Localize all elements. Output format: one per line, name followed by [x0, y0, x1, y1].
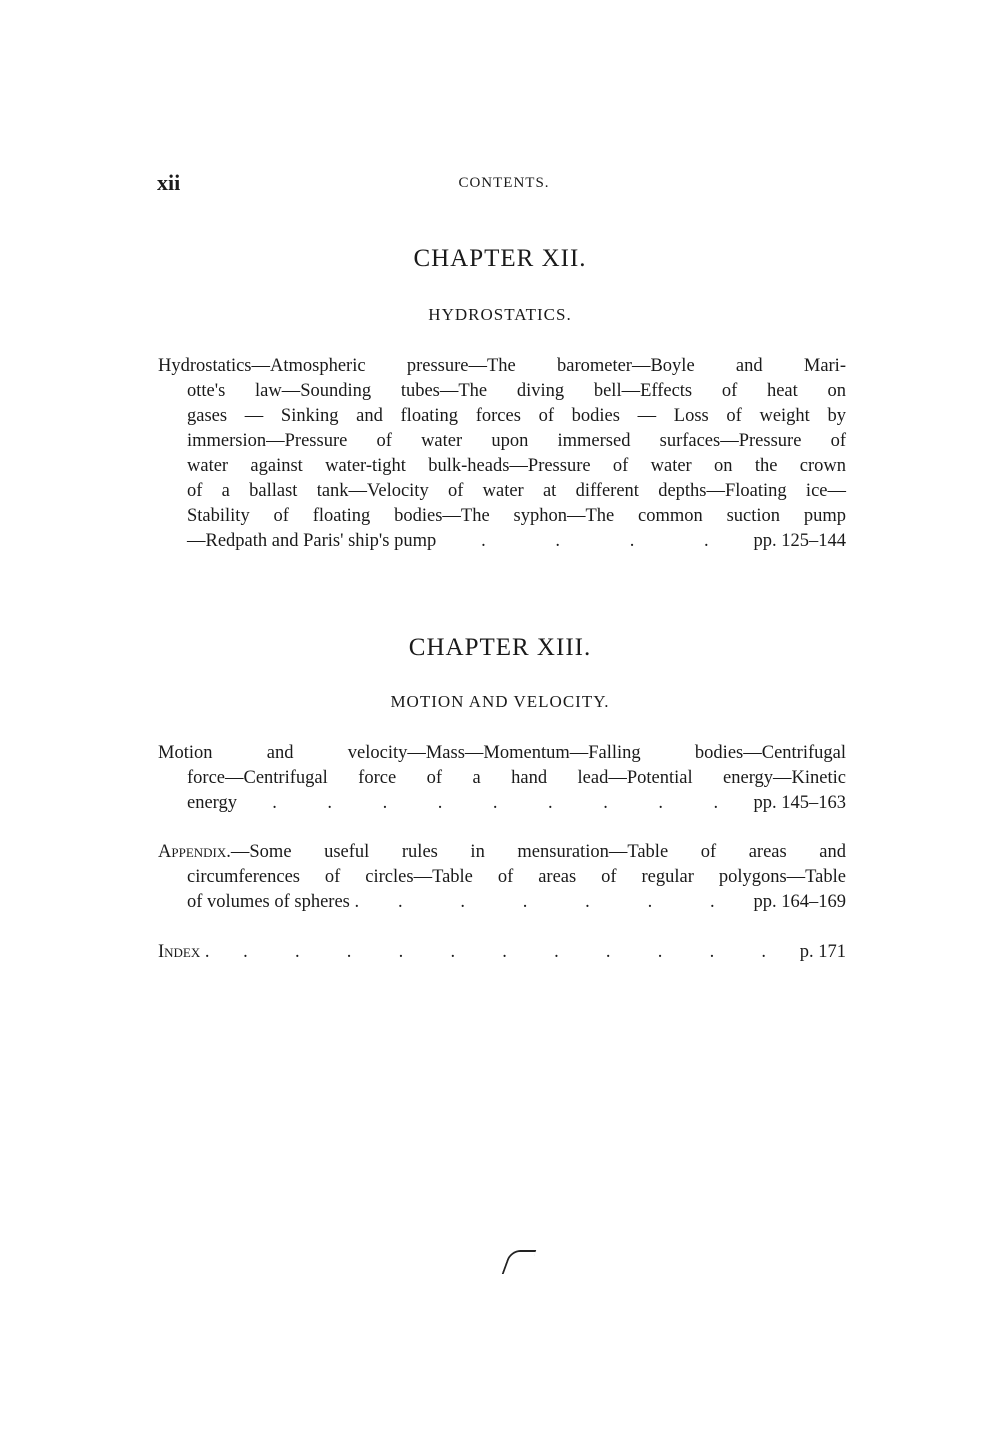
chapter-12-entry — [158, 354, 846, 554]
entry-line — [158, 840, 846, 865]
leader-dots: . . . . . . . . . . . — [243, 942, 767, 962]
leader-dots: . . . . — [481, 531, 709, 551]
entry-text: energy — [187, 793, 237, 813]
entry-line: force—Centrifugal force of a hand lead—Potential energy—Kinetic — [187, 768, 846, 788]
leader-dots: . . . . . . . . . — [272, 793, 719, 813]
entry-last-line — [187, 890, 846, 915]
entry-text: —Redpath and Paris' ship's pump — [187, 531, 437, 551]
appendix-label: Appendix. — [158, 842, 231, 862]
chapter-13-entry — [158, 741, 846, 816]
appendix-text: —Some useful rules in mensuration—Table of areas and — [230, 842, 846, 862]
printer-mark — [502, 1250, 537, 1274]
chapter-13-title: CHAPTER XIII. — [408, 634, 592, 661]
entry-line: water against water-tight bulk-heads—Pressure of water on the crown — [187, 456, 846, 476]
entry-line: Hydrostatics—Atmospheric pressure—The barometer—Boyle and Mari- — [158, 356, 846, 376]
chapter-12-subtitle: HYDROSTATICS. — [428, 305, 572, 324]
entry-line: immersion—Pressure of water upon immersed surfaces—Pressure of — [187, 431, 846, 451]
page-range: p. 171 — [799, 942, 846, 962]
appendix-entry — [158, 840, 846, 915]
entry-line: Stability of floating bodies—The syphon—The common suction pump — [187, 506, 846, 526]
index-entry — [158, 940, 846, 965]
entry-line: gases — Sinking and floating forces of bodies — Loss of weight by — [187, 406, 846, 426]
entry-text: of volumes of spheres . — [187, 892, 360, 912]
page-range: pp. 145–163 — [753, 793, 846, 813]
entry-line: of a ballast tank—Velocity of water at different depths—Floating ice— — [187, 481, 846, 501]
entry-line: circumferences of circles—Table of areas of regular polygons—Table — [187, 867, 846, 887]
page-number: xii — [157, 170, 181, 195]
entry-line: otte's law—Sounding tubes—The diving bell—Effects of heat on — [187, 381, 846, 401]
chapter-13-subtitle: MOTION AND VELOCITY. — [390, 692, 610, 711]
entry-last-line — [187, 529, 846, 554]
chapter-12-title: CHAPTER XII. — [413, 245, 587, 272]
entry-last-line — [187, 791, 846, 816]
index-label: Index . — [158, 942, 210, 962]
page-range: pp. 125–144 — [753, 531, 846, 551]
running-title: CONTENTS. — [458, 175, 550, 191]
entry-last-line — [158, 940, 846, 965]
page-range: pp. 164–169 — [753, 892, 846, 912]
entry-line: Motion and velocity—Mass—Momentum—Falling bodies—Centrifugal — [158, 743, 846, 763]
leader-dots: . . . . . . — [398, 892, 715, 912]
